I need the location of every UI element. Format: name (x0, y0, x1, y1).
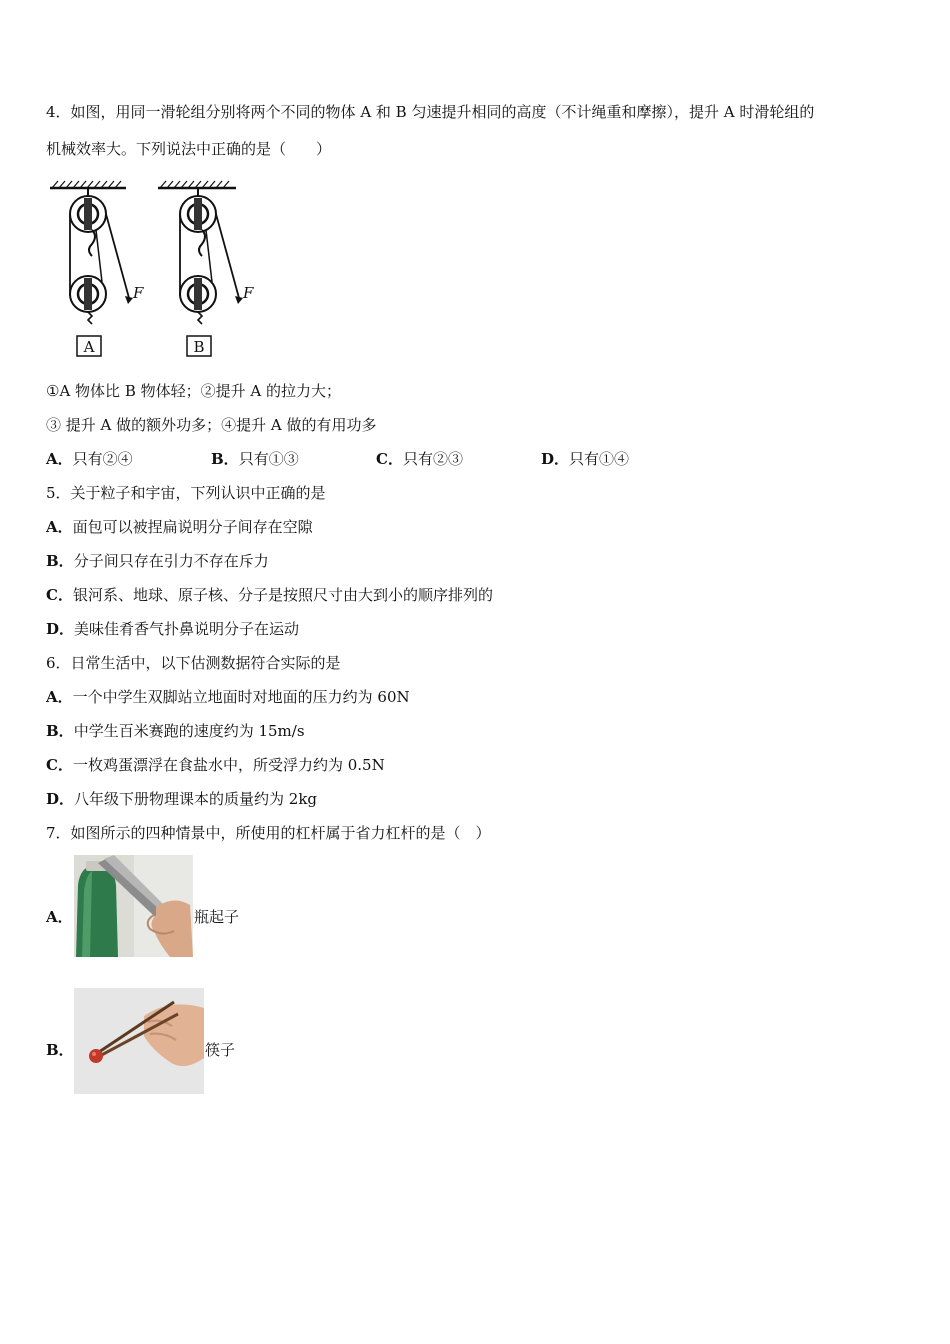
q6-option-a[interactable]: A．一个中学生双脚站立地面时对地面的压力约为 60N (46, 688, 410, 706)
q6-option-b[interactable]: B．中学生百米赛跑的速度约为 15m/s (46, 722, 305, 740)
q7-option-b-caption: 筷子 (205, 1041, 236, 1059)
q7-option-a-letter[interactable]: A． (46, 908, 73, 926)
pulley-system-b (158, 181, 254, 356)
q4-stem-line1: 4．如图，用同一滑轮组分别将两个不同的物体 A 和 B 匀速提升相同的高度（不计绳重和摩擦），提升 A 时滑轮组的 (46, 103, 815, 121)
q6-stem: 6．日常生活中，以下估测数据符合实际的是 (46, 654, 341, 672)
q4-option-a[interactable]: A．只有②④ (46, 450, 133, 468)
q5-option-a[interactable]: A．面包可以被捏扁说明分子间存在空隙 (46, 518, 313, 536)
chopsticks-photo (74, 988, 204, 1094)
q4-stem-line2: 机械效率大。下列说法中正确的是（ ） (46, 140, 332, 158)
force-label-b: F (243, 284, 254, 302)
block-a-label: A (83, 338, 95, 356)
q4-option-b[interactable]: B．只有①③ (211, 450, 299, 468)
q6-option-c[interactable]: C．一枚鸡蛋漂浮在食盐水中，所受浮力约为 0.5N (46, 756, 385, 774)
q5-stem: 5．关于粒子和宇宙，下列认识中正确的是 (46, 484, 326, 502)
force-label-a: F (133, 284, 144, 302)
pulley-system-a (50, 181, 144, 356)
pulley-diagram (44, 178, 254, 360)
q4-statement1: ①A 物体比 B 物体轻；②提升 A 的拉力大； (46, 382, 341, 400)
q5-option-b[interactable]: B．分子间只存在引力不存在斥力 (46, 552, 269, 570)
q4-option-d[interactable]: D．只有①④ (541, 450, 630, 468)
block-b-label: B (193, 338, 205, 356)
q7-option-b-letter[interactable]: B． (46, 1041, 74, 1059)
q7-stem: 7．如图所示的四种情景中，所使用的杠杆属于省力杠杆的是（ ） (46, 824, 491, 842)
q4-statement2: ③ 提升 A 做的额外功多；④提升 A 做的有用功多 (46, 416, 377, 434)
q6-option-d[interactable]: D．八年级下册物理课本的质量约为 2kg (46, 790, 318, 808)
bottle-opener-photo (74, 855, 193, 957)
q7-option-a-caption: 瓶起子 (194, 908, 240, 926)
q5-option-d[interactable]: D．美味佳肴香气扑鼻说明分子在运动 (46, 620, 300, 638)
q4-option-c[interactable]: C．只有②③ (376, 450, 463, 468)
q5-option-c[interactable]: C．银河系、地球、原子核、分子是按照尺寸由大到小的顺序排列的 (46, 586, 493, 604)
